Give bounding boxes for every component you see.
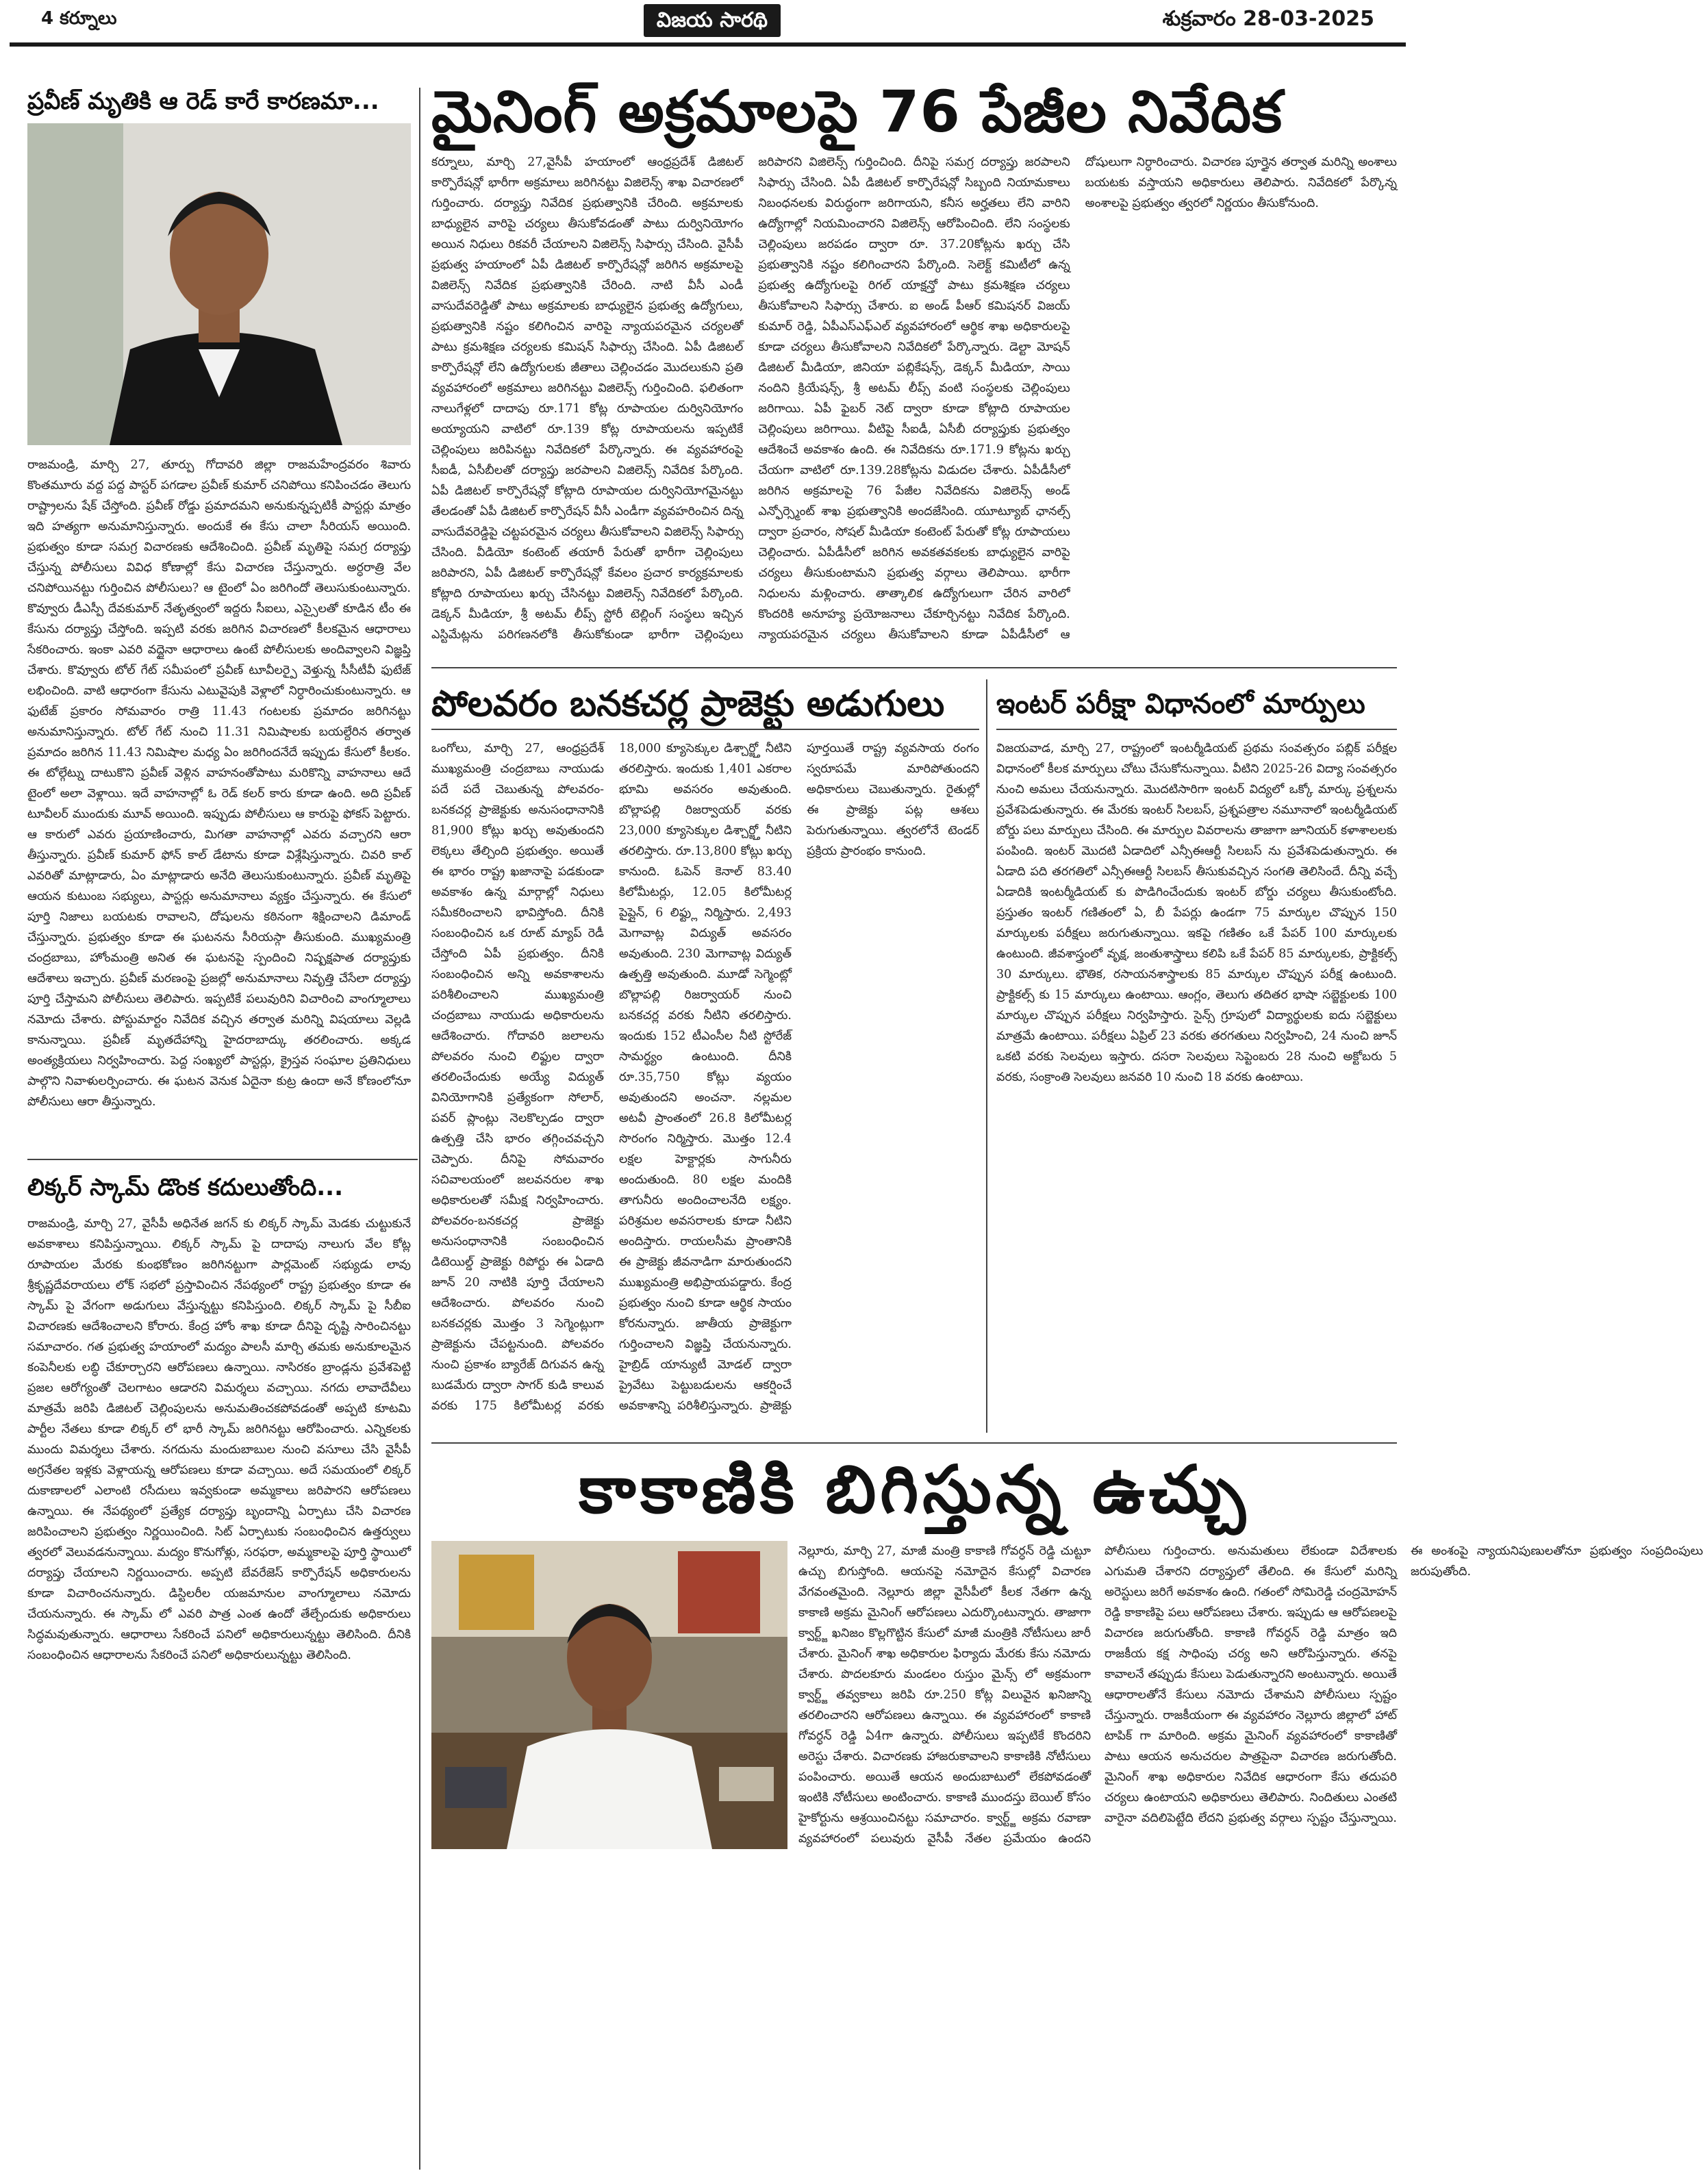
kakani-body-continued [431, 1857, 787, 2166]
mining-headline: మైనింగ్ అక్రమాలపై 76 పేజీల నివేదిక [431, 78, 1283, 145]
kakani-photo [431, 1541, 787, 1849]
inter-headline-rule [996, 729, 1397, 730]
kakani-top-rule [431, 1442, 1397, 1444]
inter-body: విజయవాడ, మార్చి 27, రాష్ట్రంలో ఇంటర్మీడియట్ ప్రథమ సంవత్సరం పబ్లిక్ పరీక్షల విధానంలో కీలక మార్పులు చోటు చేసుకోనున్నాయి. వీటిని 2025-26 విద్యా సంవత్సరం నుంచి అమలు చేయనున్నారు. మొదటిసారిగా ఇంటర్ విద్యలో ఒక్కో మార్కు ప్రశ్నలను ప్రవేశపెడుతున్నారు. ఈ మేరకు ఇంటర్ సిలబస్, ప్రశ్నపత్రాల నమూనాలో ఇంటర్మీడియట్ బోర్డు పలు మార్పులు చేసింది. ఈ మార్పుల వివరాలను తాజాగా జూనియర్ కళాశాలలకు పంపింది. ఇంటర్ మొదటి ఏడాదిలో ఎన్సీఈఆర్టీ సిలబస్ ను ప్రవేశపెడుతున్నారు. ఈ ఏడాది పది తరగతిలో ఎన్సీఈఆర్టీ సిలబస్ తీసుకువచ్చిన సంగతి తెలిసిందే. దీన్ని వచ్చే ఏడాదికి ఇంటర్మీడియట్ కు పొడిగించేందుకు ఇంటర్ బోర్డు చర్యలు తీసుకుంటోంది. ప్రస్తుతం ఇంటర్ గణితంలో ఏ, బీ పేపర్లు ఉండగా 75 మార్కుల చొప్పున 150 మార్కులకు పరీక్షలు జరుగుతున్నాయి. ఇకపై గణితం ఒకే పేపర్ 100 మార్కులకు ఉంటుంది. జీవశాస్త్రంలో వృక్ష, జంతుశాస్త్రాలు కలిపి ఒకే పేపర్ 85 మార్కులకు, ప్రాక్టికల్స్ 30 మార్కులు. భౌతిక, రసాయనశాస్త్రాలకు 85 మార్కుల చొప్పున పరీక్ష ఉంటుంది. ప్రాక్టికల్స్ కు 15 మార్కులు ఉంటాయి. ఆంగ్లం, తెలుగు తదితర భాషా సబ్జెక్టులకు 100 మార్కుల చొప్పున పరీక్షలు నిర్వహిస్తారు. సైన్స్ గ్రూపులో విద్యార్థులకు ఐదు సబ్జెక్టులు మాత్రమే ఉంటాయి. పరీక్షలు ఏప్రిల్ 23 వరకు తరగతులు నిర్వహించి, 24 నుంచి జూన్ ఒకటి వరకు సెలవులు ఇస్తారు. దసరా సెలవులు సెప్టెంబరు 28 నుంచి అక్టోబరు 5 వరకు, సంక్రాంతి సెలవులు జనవరి 10 నుంచి 18 వరకు ఉంటాయి. [996, 742, 1397, 1084]
polavaram-inter-divider [986, 679, 987, 1433]
mining-bottom-rule [431, 667, 1397, 668]
mining-body: కర్నూలు, మార్చి 27,వైసీపీ హయాంలో ఆంధ్రప్రదేశ్ డిజిటల్ కార్పొరేషన్లో భారీగా అక్రమాలు జరిగినట్టు విజిలెన్స్ శాఖ విచారణలో గుర్తించారు. దర్యాప్తు నివేదిక ప్రభుత్వానికి చేరింది. అక్రమాలకు బాధ్యులైన వారిపై చర్యలు తీసుకోవడంతో పాటు దుర్వినియోగం అయిన నిధులు రికవరీ చేయాలని విజిలెన్స్ సిఫార్సు చేసింది. వైసీపీ ప్రభుత్వ హయాంలో ఏపీ డిజిటల్ కార్పొరేషన్లో జరిగిన అక్రమాలపై విజిలెన్స్ నివేదిక ప్రభుత్వానికి చేరింది. నాటి వీసీ ఎండీ వాసుదేవరెడ్డితో పాటు అక్రమాలకు బాధ్యులైన ప్రభుత్వ ఉద్యోగులు, ప్రభుత్వానికి నష్టం కలిగించిన వారిపై న్యాయపరమైన చర్యలతో పాటు క్రమశిక్షణ చర్యలకు కమిషన్ సిఫార్సు చేసింది. ఏపీ డిజిటల్ కార్పొరేషన్లో లేని ఉద్యోగులకు జీతాలు చెల్లించడం మొదలుకుని ప్రతి వ్యవహారంలో అక్రమాలు జరిగినట్టు విజిలెన్స్ గుర్తించింది. ఫలితంగా నాలుగేళ్లలో దాదాపు రూ.171 కోట్ల రూపాయల దుర్వినియోగం అయ్యాయని వాటిలో రూ.139 కోట్ల రూపాయలను ఇప్పటికే చెల్లింపులు జరిపినట్టు నివేదికలో పేర్కొన్నారు. ఈ వ్యవహారంపై సీఐడీ, ఏసీబీలతో దర్యాప్తు జరపాలని విజిలెన్స్ నివేదిక పేర్కొంది. ఏపీ డిజిటల్ కార్పొరేషన్లో కోట్లాది రూపాయల దుర్వినియోగమైనట్టు తేలడంతో ఏపీ డిజిటల్ కార్పొరేషన్ వీసీ ఎండీగా వ్యవహరించిన దిన్న వాసుదేవరెడ్డిపై చట్టపరమైన చర్యలు తీసుకోవాలని విజిలెన్స్ సిఫార్సు చేసింది. వీడియో కంటెంట్ తయారీ పేరుతో భారీగా చెల్లింపులు జరిపారని, ఏపీ డిజిటల్ కార్పొరేషన్లో కేవలం ప్రచార కార్యక్రమాలకు కోట్లాది రూపాయలు ఖర్చు చేసినట్టు విజిలెన్స్ నివేదికలో పేర్కొంది. డెక్కన్ మీడియా, శ్రీ అటమ్ లీప్స్ స్టోరీ టెల్లింగ్ సంస్థలు ఇచ్చిన ఎస్టిమేట్లను పరిగణనలోకి తీసుకోకుండా భారీగా చెల్లింపులు జరిపారని విజిలెన్స్ గుర్తించింది. దీనిపై సమగ్ర దర్యాప్తు జరపాలని సిఫార్సు చేసింది. ఏపీ డిజిటల్ కార్పొరేషన్లో సిబ్బంది నియామకాలు నిబంధనలకు విరుద్ధంగా జరిగాయని, కనీస అర్హతలు లేని వారిని ఉద్యోగాల్లో నియమించారని విజిలెన్స్ ఆరోపించింది. లేని సంస్థలకు చెల్లింపులు జరపడం ద్వారా రూ. 37.20కోట్లను ఖర్చు చేసి ప్రభుత్వానికి నష్టం కలిగించారని పేర్కొంది. సెలెక్ట్ కమిటీలో ఉన్న ప్రభుత్వ ఉద్యోగులపై రిగల్ యాక్షన్తో పాటు క్రమశిక్షణ చర్యలు తీసుకోవాలని సిఫార్సు చేశారు. ఐ అండ్ పీఆర్ కమిషనర్ విజయ్ కుమార్ రెడ్డి, ఏపీఎస్ఎఫ్ఎల్ వ్యవహారంలో ఆర్థిక శాఖ అధికారులపై కూడా చర్యలు తీసుకోవాలని నివేదికలో పేర్కొన్నారు. డెల్టా మోషన్ డిజిటల్ మీడియా, జినియా పబ్లికేషన్స్, డెక్కన్ మీడియా, సాయి నందిని క్రియేషన్స్, శ్రీ అటమ్ లీప్స్ వంటి సంస్థలకు చెల్లింపులు జరిగాయి. ఏపీ ఫైబర్ నెట్ ద్వారా కూడా కోట్లాది రూపాయల చెల్లింపులు జరిగాయి. వీటిపై సీఐడీ, ఏసీబీ దర్యాప్తుకు ప్రభుత్వం ఆదేశించే అవకాశం ఉంది. ఈ నివేదికను రూ.171.9 కోట్లను ఖర్చు చేయగా వాటిలో రూ.139.28కోట్లను విడుదల చేశారు. ఏపీడీసీలో జరిగిన అక్రమాలపై 76 పేజీల నివేదికను విజిలెన్స్ అండ్ ఎన్ఫోర్స్మెంట్ శాఖ ప్రభుత్వానికి అందజేసింది. యూట్యూబ్ ఛానల్స్ ద్వారా ప్రచారం, సోషల్ మీడియా కంటెంట్ పేరుతో కోట్ల రూపాయలు చెల్లించారు. ఏపీడీసీలో జరిగిన అవకతవకలకు బాధ్యులైన వారిపై చర్యలు తీసుకుంటామని ప్రభుత్వ వర్గాలు తెలిపాయి. భారీగా నిధులను మళ్లించారు. తాత్కాలిక ఉద్యోగులుగా చేరిన వారిలో కొందరికి అనూహ్య ప్రయోజనాలు చేకూర్చినట్టు నివేదిక పేర్కొంది. న్యాయపరమైన చర్యలు తీసుకోవాలని కూడా ఏపీడీసీలో ఆ దోషులుగా నిర్ధారించారు. విచారణ పూర్తైన తర్వాత మరిన్ని అంశాలు బయటకు వస్తాయని అధికారులు తెలిపారు. నివేదికలో పేర్కొన్న అంశాలపై ప్రభుత్వం త్వరలో నిర్ణయం తీసుకోనుంది. [431, 155, 1397, 642]
praveen-portrait-illustration [27, 123, 411, 445]
inter-headline: ఇంటర్ పరీక్షా విధానంలో మార్పులు [996, 688, 1365, 720]
paper-name: విజయ సారథి [644, 4, 781, 37]
praveen-headline: ప్రవీణ్ మృతికి ఆ రెడ్ కారే కారణమా... [27, 88, 379, 115]
praveen-photo [27, 123, 411, 445]
polavaram-body: ఒంగోలు, మార్చి 27, ఆంధ్రప్రదేశ్ ముఖ్యమంత్రి చంద్రబాబు నాయుడు పదే పదే చెబుతున్న పోలవరం-బనకచర్ల ప్రాజెక్టుకు అనుసంధానానికి 81,900 కోట్లు ఖర్చు అవుతుందని లెక్కలు తేల్చింది ప్రభుత్వం. అయితే ఈ భారం రాష్ట్ర ఖజానాపై పడకుండా అవకాశం ఉన్న మార్గాల్లో నిధులు సమీకరించాలని భావిస్తోంది. దీనికి సంబంధించిన ఒక రూట్ మ్యాప్ రెడీ చేస్తోంది ఏపీ ప్రభుత్వం. దీనికి సంబంధించిన అన్ని అవకాశాలను పరిశీలించాలని ముఖ్యమంత్రి చంద్రబాబు నాయుడు అధికారులను ఆదేశించారు. గోదావరి జలాలను పోలవరం నుంచి లిఫ్టుల ద్వారా తరలించేందుకు అయ్యే విద్యుత్ వినియోగానికి ప్రత్యేకంగా సోలార్, పవర్ ప్లాంట్లు నెలకొల్పడం ద్వారా ఉత్పత్తి చేసి భారం తగ్గించవచ్చని చెప్పారు. దీనిపై సోమవారం సచివాలయంలో జలవనరుల శాఖ అధికారులతో సమీక్ష నిర్వహించారు. పోలవరం-బనకచర్ల ప్రాజెక్టు అనుసంధానానికి సంబంధించిన డిటెయిల్డ్ ప్రాజెక్టు రిపోర్టు ఈ ఏడాది జూన్ 20 నాటికి పూర్తి చేయాలని ఆదేశించారు. పోలవరం నుంచి బనకచర్లకు మొత్తం 3 సెగ్మెంట్లుగా ప్రాజెక్టును చేపట్టనుంది. పోలవరం నుంచి ప్రకాశం బ్యారేజ్ దిగువన ఉన్న బుడమేరు ద్వారా సాగర్ కుడి కాలువ వరకు 175 కిలోమీటర్ల వరకు 18,000 క్యూసెక్కుల డిశ్చార్జ్తో నీటిని తరలిస్తారు. ఇందుకు 1,401 ఎకరాల భూమి అవసరం అవుతుంది. బొల్లాపల్లి రిజర్వాయర్ వరకు 23,000 క్యూసెక్కుల డిశ్చార్జ్తో నీటిని తరలిస్తారు. రూ.13,800 కోట్లు ఖర్చు కానుంది. ఓపెన్ కెనాల్ 83.40 కిలోమీటర్లు, 12.05 కిలోమీటర్ల పైప్లైన్, 6 లిఫ్ట్లు నిర్మిస్తారు. 2,493 మెగావాట్ల విద్యుత్ అవసరం అవుతుంది. 230 మెగావాట్ల విద్యుత్ ఉత్పత్తి అవుతుంది. మూడో సెగ్మెంట్లో బొల్లాపల్లి రిజర్వాయర్ నుంచి బనకచర్ల వరకు నీటిని తరలిస్తారు. ఇందుకు 152 టీఎంసీల నీటి స్టోరేజ్ సామర్థ్యం ఉంటుంది. దీనికి రూ.35,750 కోట్లు వ్యయం అవుతుందని అంచనా. నల్లమల అటవీ ప్రాంతంలో 26.8 కిలోమీటర్ల సొరంగం నిర్మిస్తారు. మొత్తం 12.4 లక్షల హెక్టార్లకు సాగునీరు అందుతుంది. 80 లక్షల మందికి తాగునీరు అందించాలనేది లక్ష్యం. పరిశ్రమల అవసరాలకు కూడా నీటిని అందిస్తారు. రాయలసీమ ప్రాంతానికి ఈ ప్రాజెక్టు జీవనాడిగా మారుతుందని ముఖ్యమంత్రి అభిప్రాయపడ్డారు. కేంద్ర ప్రభుత్వం నుంచి కూడా ఆర్థిక సాయం కోరనున్నారు. జాతీయ ప్రాజెక్టుగా గుర్తించాలని విజ్ఞప్తి చేయనున్నారు. హైబ్రిడ్ యాన్యుటీ మోడల్ ద్వారా ప్రైవేటు పెట్టుబడులను ఆకర్షించే అవకాశాన్ని పరిశీలిస్తున్నారు. ప్రాజెక్టు పూర్తయితే రాష్ట్ర వ్యవసాయ రంగం స్వరూపమే మారిపోతుందని అధికారులు చెబుతున్నారు. రైతుల్లో ఈ ప్రాజెక్టు పట్ల ఆశలు పెరుగుతున్నాయి. త్వరలోనే టెండర్ ప్రక్రియ ప్రారంభం కానుంది. [431, 742, 979, 1413]
praveen-body: రాజమండ్రి, మార్చి 27, తూర్పు గోదావరి జిల్లా రాజమహేంద్రవరం శివారు కొంతమూరు వద్ద పద్ద పాస్టర్ పగడాల ప్రవీణ్ కుమార్ చనిపోయి కనిపించడం తెలుగు రాష్ట్రాలను షేక్ చేస్తోంది. ప్రవీణ్ రోడ్డు ప్రమాదమని అనుకున్నప్పటికీ పాస్టర్లు మాత్రం ఇది హత్యగా అనుమానిస్తున్నారు. అందుకే ఈ కేసు చాలా సీరియస్ అయింది. ప్రభుత్వం కూడా సమగ్ర విచారణకు ఆదేశించింది. ప్రవీణ్ మృతిపై సమగ్ర దర్యాప్తు చేస్తున్న పోలీసులు వివిధ కోణాల్లో కేసు విచారణ చేస్తున్నారు. అర్ధరాత్రి వేల చనిపోయినట్టు గుర్తించిన పోలీసులు? ఆ టైంలో ఏం జరిగిందో తెలుసుకుంటున్నారు. కొవ్వూరు డీఎస్పీ దేవకుమార్ నేతృత్వంలో ఇద్దరు సీఐలు, ఎస్సైలతో కూడిన టీం ఈ కేసును దర్యాప్తు చేస్తోంది. ఇప్పటి వరకు జరిగిన విచారణలో కీలకమైన ఆధారాలు సేకరించారు. ఇంకా ఎవరి వద్దైనా ఆధారాలు ఉంటే పోలీసులకు అందివ్వాలని విజ్ఞప్తి చేశారు. కొవ్వూరు టోల్ గేట్ సమీపంలో ప్రవీణ్ టూవీలర్పై వెళ్తున్న సీసీటీవీ ఫుటేజ్ లభించింది. వాటి ఆధారంగా కేసును ఎటువైపుకి వెళ్లాలో నిర్ధారించుకుంటున్నారు. ఆ ఫుటేజ్ ప్రకారం సోమవారం రాత్రి 11.43 గంటలకు ప్రమాదం జరిగినట్టు అనుమానిస్తున్నారు. టోల్ గేట్ నుంచి 11.31 నిమిషాలకు బయల్దేరిన తర్వాత ప్రమాదం జరిగిన 11.43 నిమిషాల మధ్య ఏం జరిగిందనేదే ఇప్పుడు కేసులో కీలకం. ఈ టోల్గేట్ను దాటుకొని ప్రవీణ్ వెళ్లిన వాహనంతోపాటు మరికొన్ని వాహనాలు ఆదే టైంలో అలా వెళ్లాయి. ఇదే వాహనాల్లో ఓ రెడ్ కలర్ కారు కూడా ఉంది. అది ప్రవీణ్ టూవీలర్ ముందుకు మూవ్ అయింది. ఇప్పుడు పోలీసులు ఆ కారుపై ఫోకస్ పెట్టారు. ఆ కారులో ఎవరు ప్రయాణించారు, మిగతా వాహనాల్లో ఎవరు వచ్చారని ఆరా తీస్తున్నారు. ప్రవీణ్ కుమార్ ఫోన్ కాల్ డేటాను కూడా విశ్లేషిస్తున్నారు. చివరి కాల్ ఎవరితో మాట్లాడారు, ఏం మాట్లాడారు అనేది తెలుసుకుంటున్నారు. ప్రవీణ్ మృతిపై ఆయన కుటుంబ సభ్యులు, పాస్టర్లు అనుమానాలు వ్యక్తం చేస్తున్నారు. ఈ కేసులో పూర్తి నిజాలు బయటకు రావాలని, దోషులను కఠినంగా శిక్షించాలని డిమాండ్ చేస్తున్నారు. ప్రభుత్వం కూడా ఈ ఘటనను సీరియస్గా తీసుకుంది. ముఖ్యమంత్రి చంద్రబాబు, హోంమంత్రి అనిత ఈ ఘటనపై స్పందించి నిష్పక్షపాత దర్యాప్తుకు ఆదేశాలు ఇచ్చారు. ప్రవీణ్ మరణంపై ప్రజల్లో అనుమానాలు నివృత్తి చేసేలా దర్యాప్తు పూర్తి చేస్తామని పోలీసులు తెలిపారు. ఇప్పటికే పలువురిని విచారించి వాంగ్మూలాలు నమోదు చేశారు. పోస్టుమార్టం నివేదిక వచ్చిన తర్వాత మరిన్ని విషయాలు వెల్లడి కానున్నాయి. ప్రవీణ్ మృతదేహాన్ని హైదరాబాద్కు తరలించారు. అక్కడ అంత్యక్రియలు నిర్వహించారు. పెద్ద సంఖ్యలో పాస్టర్లు, క్రైస్తవ సంఘాల ప్రతినిధులు పాల్గొని నివాళులర్పించారు. ఈ ఘటన వెనుక ఏదైనా కుట్ర ఉందా అనే కోణంలోనూ పోలీసులు ఆరా తీస్తున్నారు. [27, 458, 411, 1109]
main-vertical-rule [419, 88, 420, 2170]
liquor-headline: లిక్కర్ స్కామ్ డొంక కదులుతోంది... [27, 1174, 344, 1201]
page-section-label: 4 కర్నూలు [41, 8, 117, 29]
masthead-rule [10, 42, 1406, 47]
polavaram-headline: పోలవరం బనకచర్ల ప్రాజెక్టు అడుగులు [431, 683, 945, 725]
kakani-body: నెల్లూరు, మార్చి 27, మాజీ మంత్రి కాకాణి గోవర్ధన్ రెడ్డి చుట్టూ ఉచ్చు బిగుస్తోంది. ఆయనపై నమోదైన కేసుల్లో విచారణ వేగవంతమైంది. నెల్లూరు జిల్లా వైసీపీలో కీలక నేతగా ఉన్న కాకాణి అక్రమ మైనింగ్ ఆరోపణలు ఎదుర్కొంటున్నారు. తాజాగా క్వార్ట్జ్ ఖనిజం కొల్లగొట్టిన కేసులో మాజీ మంత్రికి నోటీసులు జారీ చేశారు. మైనింగ్ శాఖ అధికారుల ఫిర్యాదు మేరకు కేసు నమోదు చేశారు. పొదలకూరు మండలం రుస్తుం మైన్స్ లో అక్రమంగా క్వార్ట్జ్ తవ్వకాలు జరిపి రూ.250 కోట్ల విలువైన ఖనిజాన్ని తరలించారని ఆరోపణలు ఉన్నాయి. ఈ వ్యవహారంలో కాకాణి గోవర్ధన్ రెడ్డి ఏ4గా ఉన్నారు. పోలీసులు ఇప్పటికే కొందరిని అరెస్టు చేశారు. విచారణకు హాజరుకావాలని కాకాణికి నోటీసులు పంపించారు. అయితే ఆయన అందుబాటులో లేకపోవడంతో ఇంటికి నోటీసులు అంటించారు. కాకాణి ముందస్తు బెయిల్ కోసం హైకోర్టును ఆశ్రయించినట్టు సమాచారం. క్వార్ట్జ్ అక్రమ రవాణా వ్యవహారంలో పలువురు వైసీపీ నేతల ప్రమేయం ఉందని పోలీసులు గుర్తించారు. అనుమతులు లేకుండా విదేశాలకు ఎగుమతి చేశారని దర్యాప్తులో తేలింది. ఈ కేసులో మరిన్ని అరెస్టులు జరిగే అవకాశం ఉంది. గతంలో సోమిరెడ్డి చంద్రమోహన్ రెడ్డి కాకాణిపై పలు ఆరోపణలు చేశారు. ఇప్పుడు ఆ ఆరోపణలపై విచారణ జరుగుతోంది. కాకాణి గోవర్ధన్ రెడ్డి మాత్రం ఇది రాజకీయ కక్ష సాధింపు చర్య అని ఆరోపిస్తున్నారు. తనపై కావాలనే తప్పుడు కేసులు పెడుతున్నారని అంటున్నారు. అయితే ఆధారాలతోనే కేసులు నమోదు చేశామని పోలీసులు స్పష్టం చేస్తున్నారు. రాజకీయంగా ఈ వ్యవహారం నెల్లూరు జిల్లాలో హాట్ టాపిక్ గా మారింది. అక్రమ మైనింగ్ వ్యవహారంలో కాకాణితో పాటు ఆయన అనుచరుల పాత్రపైనా విచారణ జరుగుతోంది. మైనింగ్ శాఖ అధికారుల నివేదిక ఆధారంగా కేసు తదుపరి చర్యలు ఉంటాయని అధికారులు తెలిపారు. నిందితులు ఎంతటి వారైనా వదిలిపెట్టేది లేదని ప్రభుత్వ వర్గాలు స్పష్టం చేస్తున్నాయి. ఈ అంశంపై న్యాయనిపుణులతోనూ ప్రభుత్వం సంప్రదింపులు జరుపుతోంది. [798, 1544, 1703, 1846]
liquor-body: రాజమండ్రి, మార్చి 27, వైసీపీ అధినేత జగన్ కు లిక్కర్ స్కామ్ మెడకు చుట్టుకునే అవకాశాలు కనిపిస్తున్నాయి. లిక్కర్ స్కామ్ పై దాదాపు నాలుగు వేల కోట్ల రూపాయల మేరకు కుంభకోణం జరిగినట్టుగా పార్లమెంట్ సభ్యుడు లావు శ్రీకృష్ణదేవరాయలు లోక్ సభలో ప్రస్తావించిన నేపథ్యంలో రాష్ట్ర ప్రభుత్వం కూడా ఈ స్కామ్ పై వేగంగా అడుగులు వేస్తున్నట్టు కనిపిస్తుంది. లిక్కర్ స్కామ్ పై సీబీఐ విచారణకు ఆదేశించాలని కోరారు. కేంద్ర హోం శాఖ కూడా దీనిపై దృష్టి సారించినట్టు సమాచారం. గత ప్రభుత్వ హయాంలో మద్యం పాలసీ మార్చి తమకు అనుకూలమైన కంపెనీలకు లబ్ధి చేకూర్చారని ఆరోపణలు ఉన్నాయి. నాసిరకం బ్రాండ్లను ప్రవేశపెట్టి ప్రజల ఆరోగ్యంతో చెలగాటం ఆడారని విమర్శలు వచ్చాయి. నగదు లావాదేవీలు మాత్రమే జరిపి డిజిటల్ చెల్లింపులను అనుమతించకపోవడంతో అప్పటి కూటమి పార్టీల నేతలు కూడా లిక్కర్ లో భారీ స్కామ్ జరిగినట్టు ఆరోపించారు. ఎన్నికలకు ముందు విమర్శలు చేశారు. నగదును మందుబాబుల నుంచి వసూలు చేసి వైసీపీ అగ్రనేతల ఇళ్లకు వెళ్లాయన్న ఆరోపణలు కూడా వచ్చాయి. అదే సమయంలో లిక్కర్ దుకాణాలలో ఎలాంటి రసీదులు ఇవ్వకుండా అమ్మకాలు జరిపారని ఆరోపణలు ఉన్నాయి. ఈ నేపథ్యంలో ప్రత్యేక దర్యాప్తు బృందాన్ని ఏర్పాటు చేసి విచారణ జరిపించాలని ప్రభుత్వం నిర్ణయించింది. సిట్ ఏర్పాటుకు సంబంధించిన ఉత్తర్వులు త్వరలో వెలువడనున్నాయి. మద్యం కొనుగోళ్లు, సరఫరా, అమ్మకాలపై పూర్తి స్థాయిలో దర్యాప్తు చేయాలని నిర్ణయించారు. అప్పటి బేవరేజెస్ కార్పొరేషన్ అధికారులను కూడా విచారించనున్నారు. డిస్టిలరీల యజమానుల వాంగ్మూలాలు నమోదు చేయనున్నారు. ఈ స్కామ్ లో ఎవరి పాత్ర ఎంత ఉందో తేల్చేందుకు అధికారులు సిద్ధమవుతున్నారు. ఆధారాలు సేకరించే పనిలో అధికారులున్నట్టు తెలిసింది. దీనికి సంబంధించిన ఆధారాలను సేకరించే పనిలో అధికారులున్నట్టు తెలిసింది. [27, 1217, 411, 1662]
kakani-headline: కాకాణికి బిగిస్తున్న ఉచ్చు [579, 1451, 1250, 1528]
polavaram-headline-rule [431, 729, 979, 730]
kakani-portrait-illustration [431, 1541, 787, 1849]
issue-date: శుక్రవారం 28-03-2025 [1162, 7, 1374, 31]
left-column-divider [27, 1159, 418, 1160]
